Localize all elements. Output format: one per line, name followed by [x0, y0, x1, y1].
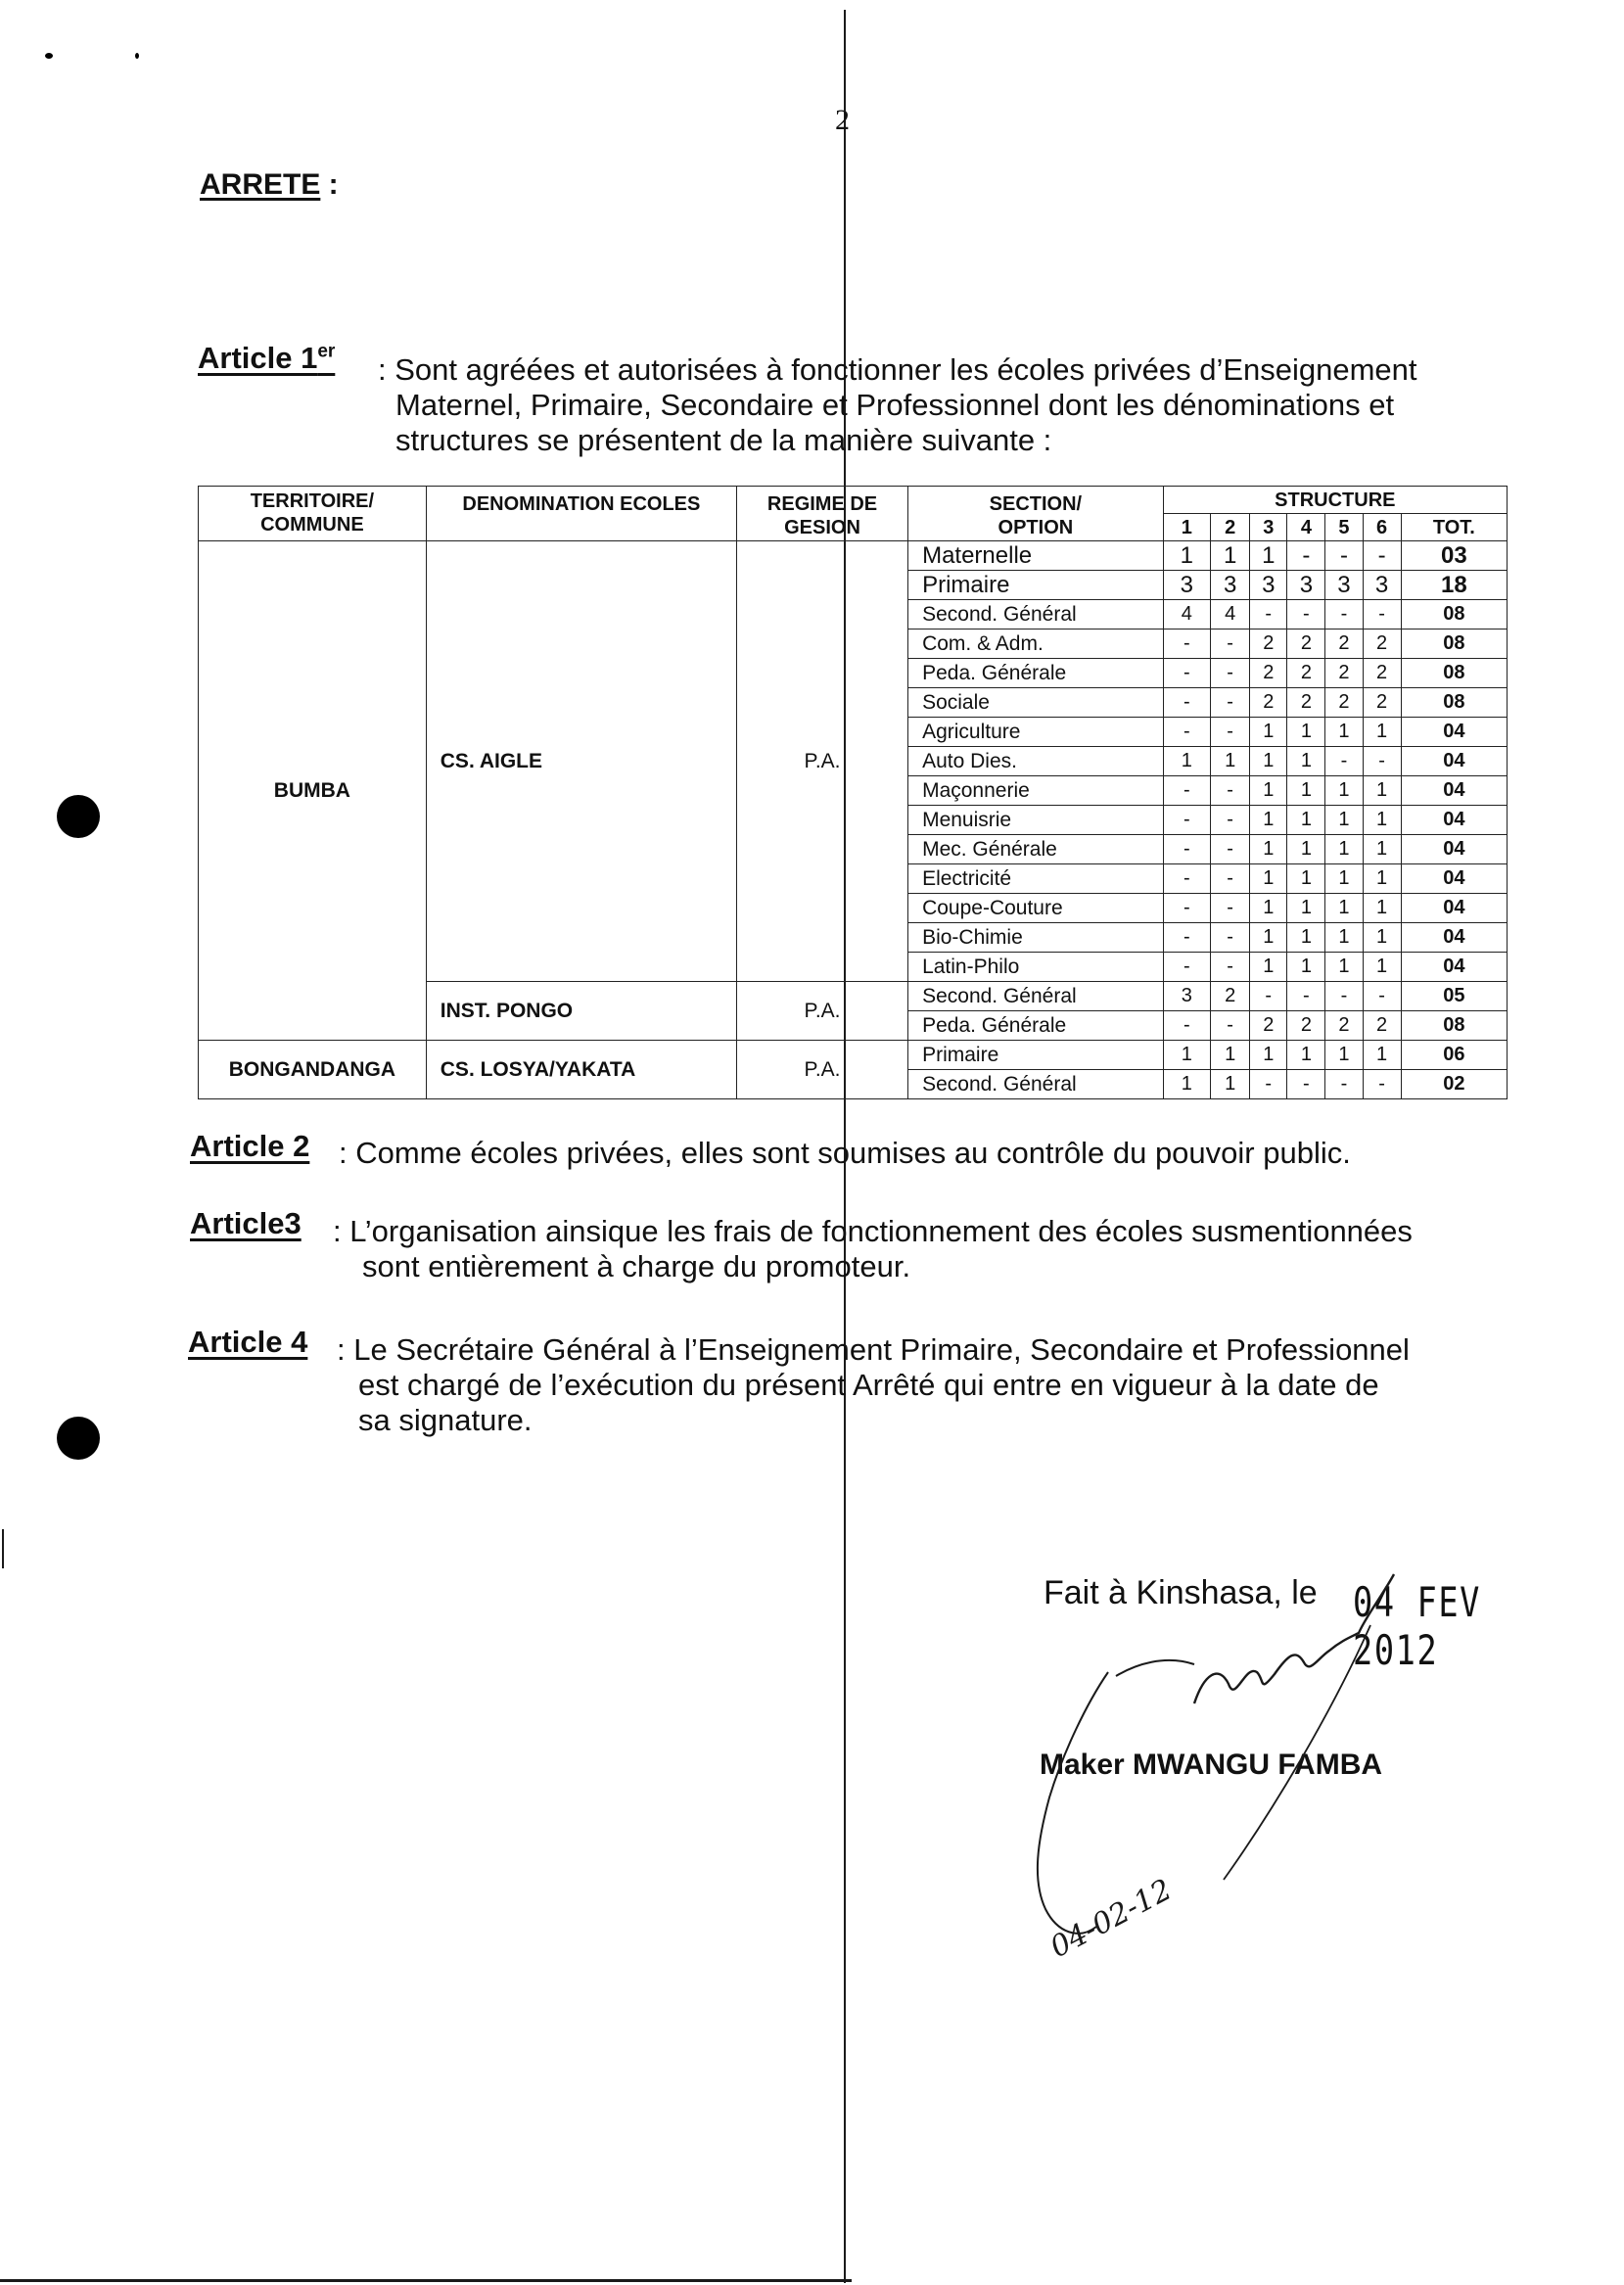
- cell-total: 08: [1401, 600, 1507, 630]
- cell-value: -: [1287, 600, 1325, 630]
- cell-value: 1: [1287, 864, 1325, 894]
- cell-value: 3: [1163, 571, 1210, 600]
- cell-regime: P.A.: [736, 1041, 907, 1099]
- cell-value: 1: [1363, 864, 1401, 894]
- cell-value: 1: [1250, 923, 1287, 953]
- cell-value: -: [1211, 953, 1250, 982]
- cell-value: -: [1363, 1070, 1401, 1099]
- cell-value: 1: [1325, 894, 1363, 923]
- cell-value: -: [1163, 894, 1210, 923]
- cell-value: -: [1163, 688, 1210, 718]
- cell-value: 1: [1250, 541, 1287, 571]
- cell-value: 1: [1325, 953, 1363, 982]
- cell-value: 1: [1211, 1070, 1250, 1099]
- article4-text: [337, 1332, 1410, 1438]
- article3-label: Article3: [190, 1206, 302, 1240]
- cell-value: 1: [1250, 1041, 1287, 1070]
- cell-value: 1: [1325, 923, 1363, 953]
- cell-section: Coupe-Couture: [908, 894, 1164, 923]
- cell-value: 3: [1325, 571, 1363, 600]
- scan-speck: [45, 53, 53, 59]
- arrete-heading-suffix: :: [320, 168, 339, 201]
- signer-name: Maker MWANGU FAMBA: [1040, 1749, 1383, 1781]
- cell-value: -: [1287, 541, 1325, 571]
- cell-value: -: [1163, 835, 1210, 864]
- cell-section: Maçonnerie: [908, 776, 1164, 806]
- cell-value: -: [1325, 982, 1363, 1011]
- article1-label-sup: er: [317, 341, 336, 362]
- signature-line: [1224, 1625, 1370, 1880]
- cell-value: 1: [1250, 776, 1287, 806]
- cell-value: -: [1287, 1070, 1325, 1099]
- cell-value: 1: [1325, 835, 1363, 864]
- arrete-heading-label: ARRETE: [200, 168, 321, 201]
- cell-total: 04: [1401, 864, 1507, 894]
- cell-total: 08: [1401, 630, 1507, 659]
- cell-total: 05: [1401, 982, 1507, 1011]
- cell-value: 1: [1250, 718, 1287, 747]
- cell-value: 1: [1250, 747, 1287, 776]
- cell-school: CS. AIGLE: [426, 541, 736, 982]
- cell-section: Mec. Générale: [908, 835, 1164, 864]
- signature-stroke: [1116, 1660, 1194, 1676]
- cell-value: -: [1211, 806, 1250, 835]
- header-denomination: DENOMINATION ECOLES: [426, 487, 736, 541]
- header-col: 5: [1325, 514, 1363, 541]
- cell-value: 1: [1287, 806, 1325, 835]
- cell-section: Com. & Adm.: [908, 630, 1164, 659]
- cell-value: -: [1163, 923, 1210, 953]
- cell-school: INST. PONGO: [426, 982, 736, 1041]
- cell-section: Menuisrie: [908, 806, 1164, 835]
- cell-total: 08: [1401, 659, 1507, 688]
- cell-value: -: [1363, 982, 1401, 1011]
- article3-text: [333, 1214, 1413, 1284]
- article2-label: Article 2: [190, 1129, 310, 1163]
- signature-flourish: [1038, 1672, 1108, 1934]
- cell-value: 1: [1287, 953, 1325, 982]
- article1-text: [378, 352, 1513, 458]
- cell-section: Bio-Chimie: [908, 923, 1164, 953]
- cell-total: 04: [1401, 806, 1507, 835]
- header-col: 2: [1211, 514, 1250, 541]
- cell-total: 08: [1401, 688, 1507, 718]
- cell-value: 2: [1325, 1011, 1363, 1041]
- cell-value: 1: [1211, 541, 1250, 571]
- cell-section: Electricité: [908, 864, 1164, 894]
- cell-value: -: [1163, 718, 1210, 747]
- cell-value: 3: [1363, 571, 1401, 600]
- cell-value: -: [1211, 864, 1250, 894]
- cell-value: 1: [1325, 718, 1363, 747]
- article1-label-text: Article 1: [198, 341, 318, 375]
- cell-section: Peda. Générale: [908, 1011, 1164, 1041]
- cell-section: Second. Général: [908, 1070, 1164, 1099]
- cell-value: 1: [1163, 1041, 1210, 1070]
- cell-value: 1: [1250, 835, 1287, 864]
- cell-value: 4: [1163, 600, 1210, 630]
- cell-value: -: [1211, 923, 1250, 953]
- cell-value: -: [1163, 806, 1210, 835]
- cell-section: Sociale: [908, 688, 1164, 718]
- cell-section: Agriculture: [908, 718, 1164, 747]
- cell-section: Latin-Philo: [908, 953, 1164, 982]
- handwritten-date: 04-02-12: [1044, 1872, 1178, 1966]
- cell-value: -: [1163, 864, 1210, 894]
- cell-value: 1: [1163, 747, 1210, 776]
- cell-total: 03: [1401, 541, 1507, 571]
- cell-total: 04: [1401, 718, 1507, 747]
- cell-value: -: [1211, 1011, 1250, 1041]
- bottom-edge-line: [0, 2279, 852, 2282]
- cell-value: 1: [1250, 894, 1287, 923]
- cell-value: -: [1287, 982, 1325, 1011]
- cell-value: 2: [1250, 659, 1287, 688]
- cell-value: -: [1363, 600, 1401, 630]
- page-number: 2: [835, 104, 850, 136]
- cell-total: 04: [1401, 894, 1507, 923]
- left-edge-mark: [2, 1529, 4, 1568]
- cell-value: -: [1325, 541, 1363, 571]
- cell-value: 2: [1325, 659, 1363, 688]
- article1-line: Maternel, Primaire, Secondaire et Professionnel dont les dénominations et: [395, 388, 1395, 422]
- cell-value: 1: [1363, 806, 1401, 835]
- cell-value: 2: [1363, 659, 1401, 688]
- cell-total: 06: [1401, 1041, 1507, 1070]
- cell-value: 1: [1325, 806, 1363, 835]
- cell-section: Second. Général: [908, 600, 1164, 630]
- arrete-heading: [200, 168, 339, 202]
- cell-value: 1: [1287, 776, 1325, 806]
- cell-value: 2: [1287, 1011, 1325, 1041]
- cell-value: 1: [1250, 806, 1287, 835]
- article4-line: est chargé de l’exécution du présent Arrêté qui entre en vigueur à la date de: [358, 1368, 1379, 1402]
- stamp-date: 04 FEV 2012: [1353, 1578, 1481, 1674]
- cell-value: 2: [1363, 1011, 1401, 1041]
- cell-value: 2: [1287, 659, 1325, 688]
- cell-section: Auto Dies.: [908, 747, 1164, 776]
- cell-value: -: [1325, 600, 1363, 630]
- cell-section: Maternelle: [908, 541, 1164, 571]
- cell-value: -: [1211, 659, 1250, 688]
- punch-hole-top: [57, 795, 100, 838]
- cell-value: 2: [1211, 982, 1250, 1011]
- header-col: 3: [1250, 514, 1287, 541]
- cell-section: Primaire: [908, 1041, 1164, 1070]
- handwritten-signature: [1018, 1557, 1566, 1978]
- cell-value: 1: [1287, 923, 1325, 953]
- cell-value: -: [1250, 982, 1287, 1011]
- cell-value: 1: [1211, 747, 1250, 776]
- cell-value: 1: [1363, 1041, 1401, 1070]
- cell-regime: P.A.: [736, 541, 907, 982]
- header-col: 1: [1163, 514, 1210, 541]
- cell-value: 3: [1163, 982, 1210, 1011]
- article2-line: : Comme écoles privées, elles sont soumises au contrôle du pouvoir public.: [339, 1136, 1351, 1170]
- cell-value: -: [1211, 776, 1250, 806]
- header-col: 4: [1287, 514, 1325, 541]
- header-section: SECTION/ OPTION: [908, 487, 1164, 541]
- cell-value: -: [1250, 1070, 1287, 1099]
- signature-place: Fait à Kinshasa, le: [1044, 1574, 1318, 1611]
- header-col: 6: [1363, 514, 1401, 541]
- cell-section: Primaire: [908, 571, 1164, 600]
- cell-value: 1: [1287, 835, 1325, 864]
- header-territoire: TERRITOIRE/ COMMUNE: [199, 487, 427, 541]
- cell-value: -: [1363, 747, 1401, 776]
- cell-value: 2: [1250, 630, 1287, 659]
- cell-value: -: [1250, 600, 1287, 630]
- schools-structure-table: [198, 486, 1508, 1099]
- cell-value: 1: [1363, 923, 1401, 953]
- cell-value: 2: [1325, 630, 1363, 659]
- cell-value: -: [1211, 688, 1250, 718]
- cell-value: 2: [1287, 630, 1325, 659]
- cell-total: 08: [1401, 1011, 1507, 1041]
- cell-total: 02: [1401, 1070, 1507, 1099]
- cell-value: 1: [1163, 1070, 1210, 1099]
- cell-value: 1: [1287, 718, 1325, 747]
- cell-value: 1: [1250, 864, 1287, 894]
- header-col: TOT.: [1401, 514, 1507, 541]
- cell-value: 1: [1363, 835, 1401, 864]
- table-row: [199, 541, 1508, 571]
- cell-section: Peda. Générale: [908, 659, 1164, 688]
- cell-value: -: [1211, 630, 1250, 659]
- cell-total: 04: [1401, 835, 1507, 864]
- cell-value: 1: [1287, 747, 1325, 776]
- cell-value: 1: [1363, 953, 1401, 982]
- cell-value: 3: [1211, 571, 1250, 600]
- cell-value: -: [1163, 659, 1210, 688]
- cell-value: -: [1163, 776, 1210, 806]
- cell-value: 1: [1363, 776, 1401, 806]
- cell-section: Second. Général: [908, 982, 1164, 1011]
- cell-value: 1: [1211, 1041, 1250, 1070]
- article2-text: [339, 1136, 1351, 1171]
- cell-value: -: [1163, 1011, 1210, 1041]
- cell-value: 2: [1325, 688, 1363, 718]
- cell-value: 3: [1287, 571, 1325, 600]
- cell-value: 2: [1250, 688, 1287, 718]
- scan-speck: [135, 53, 139, 59]
- cell-value: -: [1363, 541, 1401, 571]
- cell-value: 2: [1363, 688, 1401, 718]
- article4-line: sa signature.: [358, 1403, 533, 1437]
- cell-territoire: BONGANDANGA: [199, 1041, 427, 1099]
- cell-value: -: [1211, 718, 1250, 747]
- cell-value: 1: [1325, 776, 1363, 806]
- cell-value: -: [1163, 630, 1210, 659]
- cell-value: -: [1211, 835, 1250, 864]
- cell-value: 2: [1287, 688, 1325, 718]
- cell-school: CS. LOSYA/YAKATA: [426, 1041, 736, 1099]
- cell-value: 3: [1250, 571, 1287, 600]
- cell-value: 2: [1250, 1011, 1287, 1041]
- cell-value: 1: [1250, 953, 1287, 982]
- cell-value: 1: [1363, 894, 1401, 923]
- cell-total: 04: [1401, 953, 1507, 982]
- cell-territoire: BUMBA: [199, 541, 427, 1041]
- article1-label: [198, 341, 335, 376]
- article3-line: sont entièrement à charge du promoteur.: [362, 1249, 911, 1283]
- article4-line: : Le Secrétaire Général à l’Enseignement Primaire, Secondaire et Professionnel: [337, 1332, 1410, 1367]
- cell-total: 04: [1401, 747, 1507, 776]
- cell-value: 1: [1163, 541, 1210, 571]
- cell-value: 1: [1287, 1041, 1325, 1070]
- cell-total: 18: [1401, 571, 1507, 600]
- article3-line: : L’organisation ainsique les frais de fonctionnement des écoles susmentionnées: [333, 1214, 1413, 1248]
- cell-value: 1: [1325, 864, 1363, 894]
- article1-line: : Sont agréées et autorisées à fonctionner les écoles privées d’Enseignement: [378, 352, 1417, 387]
- cell-value: 1: [1325, 1041, 1363, 1070]
- header-regime: REGIME DE GESION: [736, 487, 907, 541]
- cell-value: 1: [1287, 894, 1325, 923]
- cell-total: 04: [1401, 776, 1507, 806]
- cell-total: 04: [1401, 923, 1507, 953]
- cell-value: 2: [1363, 630, 1401, 659]
- article4-label: Article 4: [188, 1325, 308, 1359]
- cell-value: -: [1325, 1070, 1363, 1099]
- table-row: [199, 1041, 1508, 1070]
- cell-value: -: [1325, 747, 1363, 776]
- punch-hole-bottom: [57, 1417, 100, 1460]
- cell-value: -: [1163, 953, 1210, 982]
- cell-regime: P.A.: [736, 982, 907, 1041]
- cell-value: 4: [1211, 600, 1250, 630]
- cell-value: 1: [1363, 718, 1401, 747]
- header-structure: STRUCTURE: [1163, 487, 1507, 514]
- cell-value: -: [1211, 894, 1250, 923]
- article1-line: structures se présentent de la manière suivante :: [395, 423, 1052, 457]
